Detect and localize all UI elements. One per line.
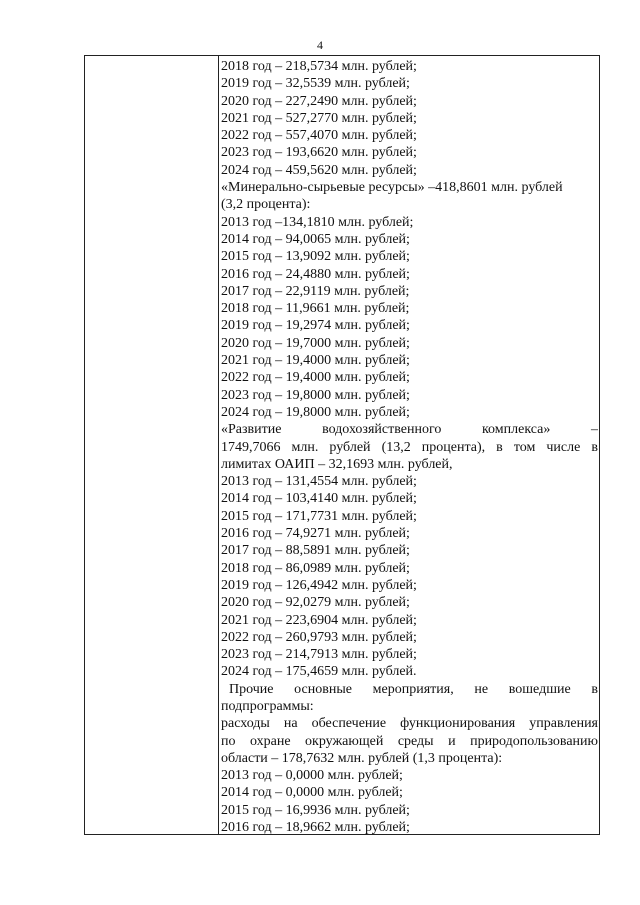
document-table: [84, 55, 600, 835]
text-line: 2016 год – 74,9271 млн. рублей;: [221, 526, 410, 542]
text-line: 2024 год – 175,4659 млн. рублей.: [221, 664, 417, 680]
text-line: подпрограммы:: [221, 698, 314, 714]
text-line: 2021 год – 223,6904 млн. рублей;: [221, 612, 417, 628]
text-line: 1749,7066 млн. рублей (13,2 процента), в том числе в: [221, 439, 598, 455]
text-line: 2020 год – 92,0279 млн. рублей;: [221, 595, 410, 611]
text-line: 2013 год – 0,0000 млн. рублей;: [221, 768, 403, 784]
text-line: 2024 год – 19,8000 млн. рублей;: [221, 404, 410, 420]
text-line: 2016 год – 24,4880 млн. рублей;: [221, 266, 410, 282]
text-line: расходы на обеспечение функционирования управления: [221, 716, 598, 732]
text-line: 2023 год – 214,7913 млн. рублей;: [221, 647, 417, 663]
text-line: 2018 год – 86,0989 млн. рублей;: [221, 560, 410, 576]
text-line: 2022 год – 260,9793 млн. рублей;: [221, 629, 417, 645]
text-line: 2024 год – 459,5620 млн. рублей;: [221, 162, 417, 178]
text-line: 2015 год – 13,9092 млн. рублей;: [221, 249, 410, 265]
table-cell-content: [221, 58, 598, 836]
text-line: 2018 год – 218,5734 млн. рублей;: [221, 59, 417, 74]
text-line: по охране окружающей среды и природопользованию: [221, 733, 598, 749]
text-line: 2019 год – 126,4942 млн. рублей;: [221, 577, 417, 593]
text-line: 2022 год – 557,4070 млн. рублей;: [221, 128, 417, 144]
text-line: 2020 год – 19,7000 млн. рублей;: [221, 335, 410, 351]
text-line: 2023 год – 19,8000 млн. рублей;: [221, 387, 410, 403]
text-line: 2020 год – 227,2490 млн. рублей;: [221, 93, 417, 109]
text-line: 2019 год – 19,2974 млн. рублей;: [221, 318, 410, 334]
text-line: 2019 год – 32,5539 млн. рублей;: [221, 76, 410, 92]
text-line: 2023 год – 193,6620 млн. рублей;: [221, 145, 417, 161]
text-line: 2015 год – 16,9936 млн. рублей;: [221, 802, 410, 818]
text-line: 2016 год – 18,9662 млн. рублей;: [221, 820, 410, 836]
text-line: 2013 год – 131,4554 млн. рублей;: [221, 474, 417, 490]
text-line: «Минерально-сырьевые ресурсы» –418,8601 млн. рублей: [221, 180, 563, 196]
text-line: 2014 год – 103,4140 млн. рублей;: [221, 491, 417, 507]
text-line: лимитах ОАИП – 32,1693 млн. рублей,: [221, 456, 453, 472]
text-line: «Развитие водохозяйственного комплекса» –: [221, 422, 598, 438]
text-line: 2015 год – 171,7731 млн. рублей;: [221, 508, 417, 524]
text-line: (3,2 процента):: [221, 197, 311, 213]
text-line: 2014 год – 0,0000 млн. рублей;: [221, 785, 403, 801]
text-line: области – 178,7632 млн. рублей (1,3 процента):: [221, 750, 503, 766]
text-line: 2017 год – 22,9119 млн. рублей;: [221, 283, 410, 299]
column-divider: [218, 56, 219, 834]
text-line: 2013 год –134,1810 млн. рублей;: [221, 214, 414, 230]
text-line: 2014 год – 94,0065 млн. рублей;: [221, 231, 410, 247]
text-line: Прочие основные мероприятия, не вошедшие в: [229, 681, 598, 697]
page-number: 4: [317, 38, 323, 52]
text-line: 2021 год – 19,4000 млн. рублей;: [221, 353, 410, 369]
text-line: 2017 год – 88,5891 млн. рублей;: [221, 543, 410, 559]
text-line: 2022 год – 19,4000 млн. рублей;: [221, 370, 410, 386]
text-line: 2021 год – 527,2770 млн. рублей;: [221, 110, 417, 126]
text-line: 2018 год – 11,9661 млн. рублей;: [221, 301, 410, 317]
